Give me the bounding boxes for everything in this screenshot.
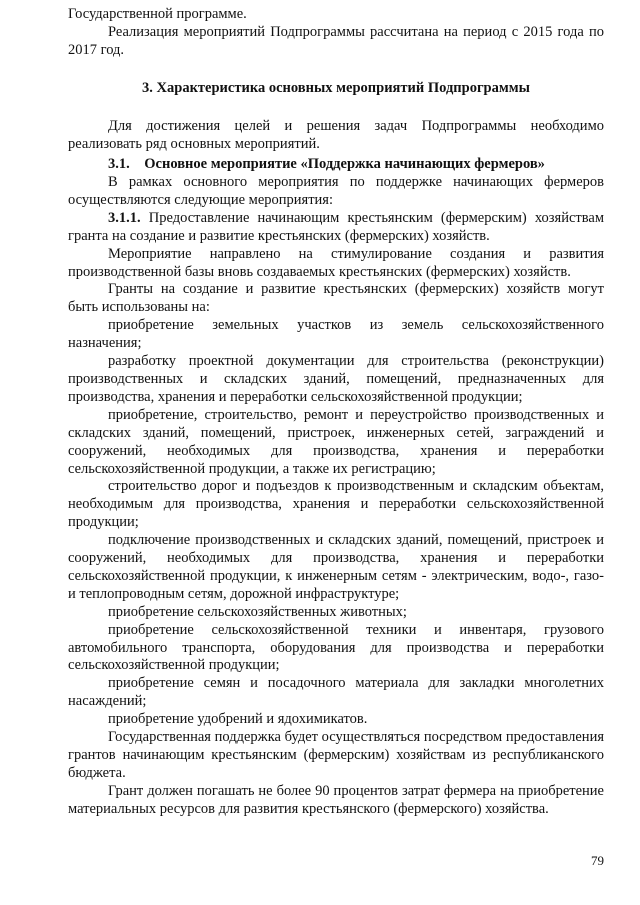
list-item: приобретение удобрений и ядохимикатов. [108,711,368,728]
continued-line: Государственной программе. [68,6,247,22]
list-item: приобретение сельскохозяйственной техники и инвентаря, грузового автомобильного транспорта, оборудования для производства и переработки сельскохозяйственной продукции; [68,621,604,674]
body-paragraph: Гранты на создание и развитие крестьянских (фермерских) хозяйств могут быть использованы на: [68,281,604,316]
implementation-period-paragraph: Реализация мероприятий Подпрограммы рассчитана на период с 2015 года по 2017 год. [68,24,604,58]
list-item: приобретение земельных участков из земель сельскохозяйственного назначения; [68,317,604,352]
document-page [68,0,604,905]
body-paragraph: Грант должен погашать не более 90 процентов затрат фермера на приобретение материальных ресурсов для развития крестьянского (фермерского) хозяйства. [68,782,604,817]
body-paragraph: Мероприятие направлено на стимулирование создания и развития производственной базы вновь создаваемых крестьянских (фермерских) хозяйств. [68,245,604,280]
section-intro-paragraph: Для достижения целей и решения задач Подпрограммы необходимо реализовать ряд основных мероприятий. [68,118,604,152]
list-item: подключение производственных и складских зданий, помещений, пристроек и сооружений, необходимых для производства, хранения и переработки сельскохозяйственной продукции, к инженерным сетям - электрическим, водо-, газо- и теплопроводным сетям, дорожной инфраструктуре; [68,532,604,602]
subsection-intro-paragraph: В рамках основного мероприятия по поддержке начинающих фермеров осуществляются следующие мероприятия: [68,174,604,208]
list-item: приобретение, строительство, ремонт и переустройство производственных и складских зданий, помещений, пристроек, инженерных сетей, заграждений и сооружений, необходимых для производства, хранения и переработки сельскохозяйственной продукции, а также их регистрацию; [68,406,604,477]
item-number: 3.1.1. [108,209,141,226]
page-number: 79 [591,853,604,868]
section-heading: 3. Характеристика основных мероприятий Подпрограммы [142,80,530,96]
list-item: приобретение сельскохозяйственных животных; [108,603,407,620]
subsection-title: Основное мероприятие «Поддержка начинающих фермеров» [144,156,545,172]
list-item: разработку проектной документации для строительства (реконструкции) производственных и складских зданий, помещений, предназначенных для производства, хранения и переработки сельскохозяйственной продукции; [68,353,604,405]
subsection-3-1-heading [68,156,604,174]
list-item: строительство дорог и подъездов к производственным и складским объектам, необходимым для производства, хранения и переработки сельскохозяйственной продукции; [68,478,604,531]
subsection-number: 3.1. [108,156,130,172]
list-item: приобретение семян и посадочного материала для закладки многолетних насаждений; [68,675,604,710]
item-text: Предоставление начинающим крестьянским (фермерским) хозяйствам гранта на создание и развитие крестьянских (фермерских) хозяйств. [68,209,604,244]
item-3-1-1-paragraph [68,210,604,246]
body-paragraph: Государственная поддержка будет осуществляться посредством предоставления грантов начинающим крестьянским (фермерским) хозяйствам из республиканского бюджета. [68,729,604,781]
body-flow [68,174,604,819]
